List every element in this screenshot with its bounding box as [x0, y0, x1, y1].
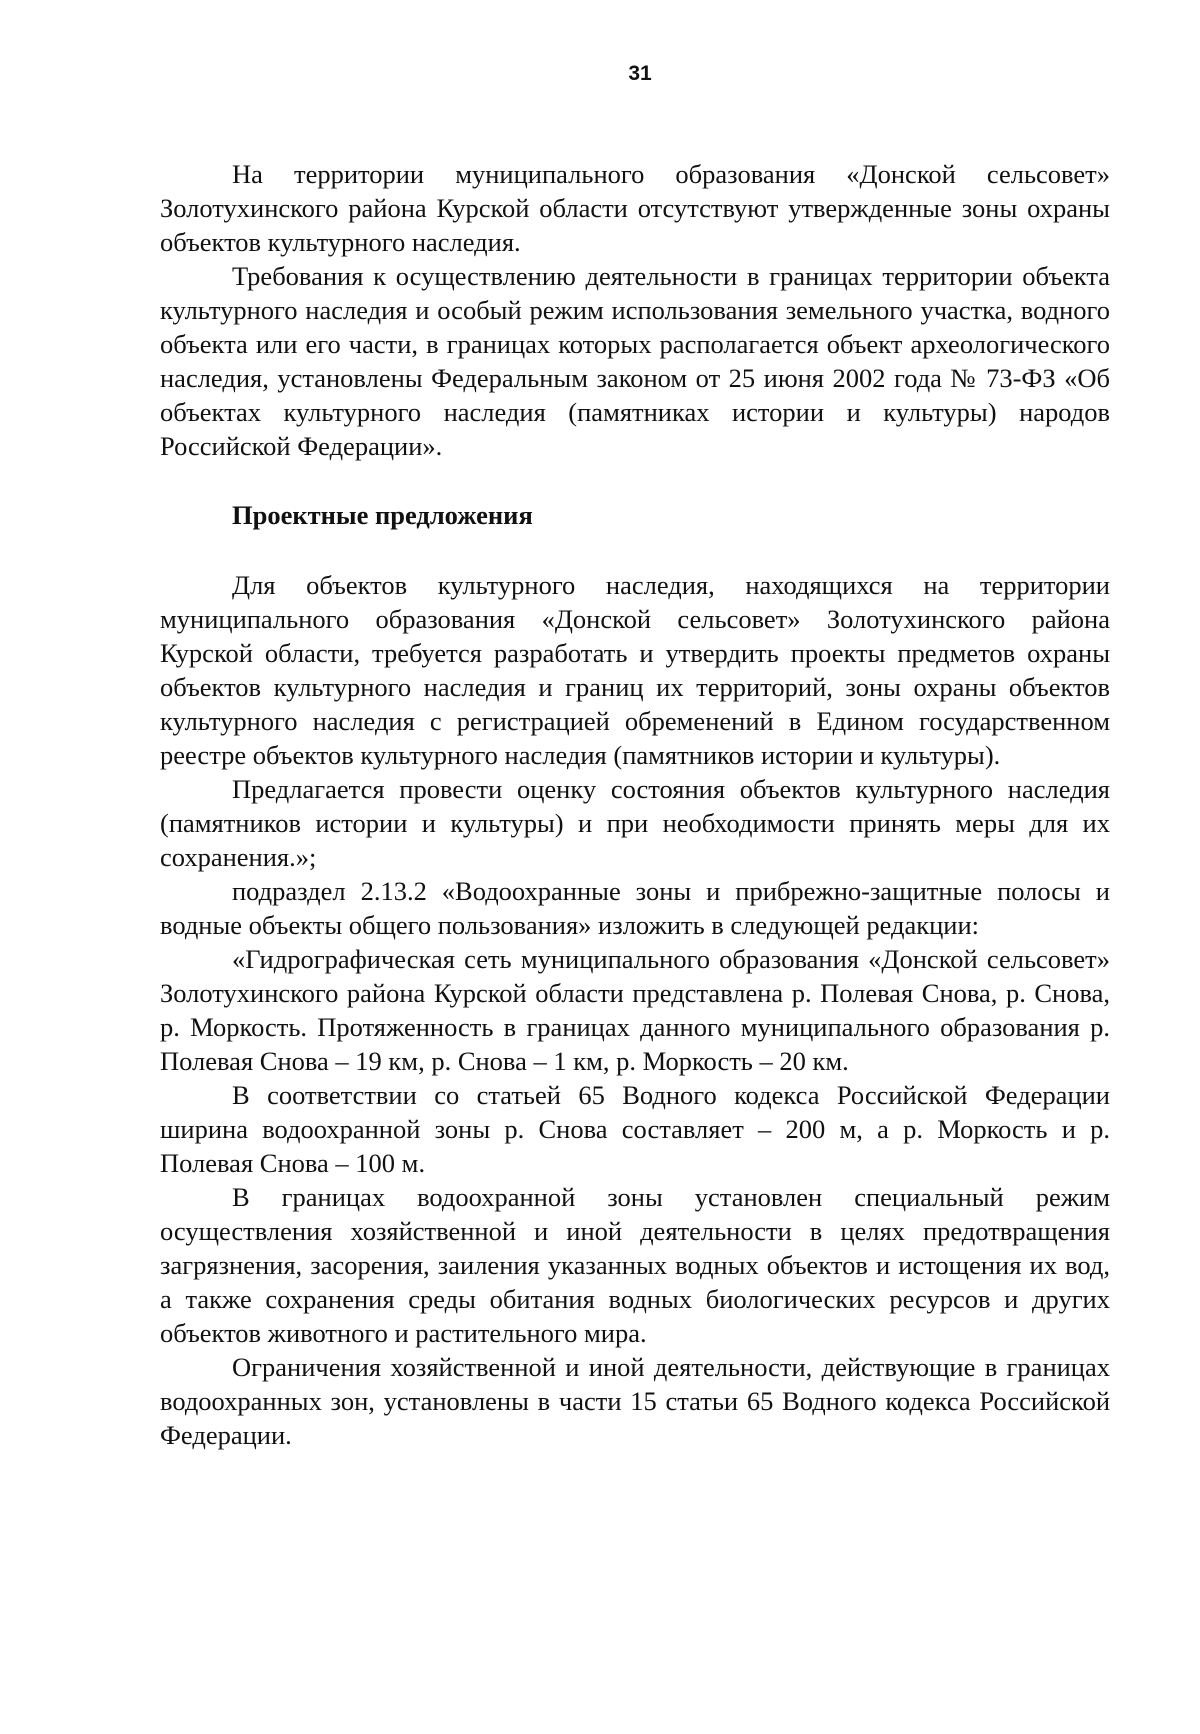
section-heading: Проектные предложения [232, 500, 533, 530]
main-text [160, 568, 1110, 1452]
page-number: 31 [628, 62, 652, 85]
paragraph: Требования к осуществлению деятельности в границах территории объекта культурного наследия и особый режим использования земельного участка, водного объекта или его части, в границах которых располагается объект археологического наследия, установлены Федеральным законом от 25 июня 2002 года № 73-ФЗ «Об объектах культурного наследия (памятниках истории и культуры) народов Российской Федерации». [160, 261, 1110, 461]
paragraph: В границах водоохранной зоны установлен специальный режим осуществления хозяйственной и иной деятельности в целях предотвращения загрязнения, засорения, заиления указанных водных объектов и истощения их вод, а также сохранения среды обитания водных биологических ресурсов и других объектов животного и растительного мира. [160, 1182, 1110, 1348]
paragraph: На территории муниципального образования «Донской сельсовет» Золотухинского района Курской области отсутствуют утвержденные зоны охраны объектов культурного наследия. [160, 159, 1110, 257]
paragraph: Предлагается провести оценку состояния объектов культурного наследия (памятников истории и культуры) и при необходимости принять меры для их сохранения.»; [160, 774, 1110, 872]
paragraph: Ограничения хозяйственной и иной деятельности, действующие в границах водоохранных зон, установлены в части 15 статьи 65 Водного кодекса Российской Федерации. [160, 1352, 1110, 1450]
intro-text [160, 157, 1110, 463]
paragraph: Для объектов культурного наследия, находящихся на территории муниципального образования «Донской сельсовет» Золотухинского района Курской области, требуется разработать и утвердить проекты предметов охраны объектов культурного наследия и границ их территорий, зоны охраны объектов культурного наследия с регистрацией обременений в Едином государственном реестре объектов культурного наследия (памятников истории и культуры). [160, 570, 1110, 770]
paragraph: «Гидрографическая сеть муниципального образования «Донской сельсовет» Золотухинского района Курской области представлена р. Полевая Снова, р. Снова, р. Моркость. Протяженность в границах данного муниципального образования р. Полевая Снова – 19 км, р. Снова – 1 км, р. Моркость – 20 км. [160, 944, 1110, 1076]
paragraph: подраздел 2.13.2 «Водоохранные зоны и прибрежно-защитные полосы и водные объекты общего пользования» изложить в следующей редакции: [160, 876, 1110, 940]
paragraph: В соответствии со статьей 65 Водного кодекса Российской Федерации ширина водоохранной зоны р. Снова составляет – 200 м, а р. Моркость и р. Полевая Снова – 100 м. [160, 1080, 1110, 1178]
